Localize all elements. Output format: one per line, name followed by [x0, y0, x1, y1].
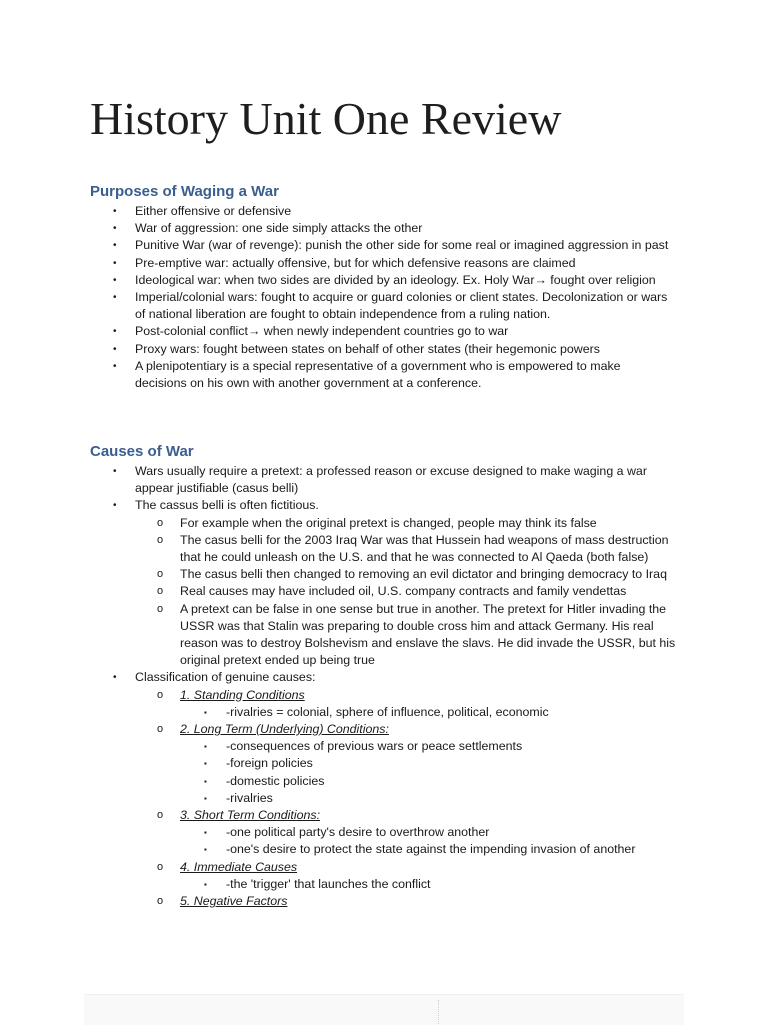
list-item: [0, 237, 675, 254]
list-item-text: For example when the original pretext is changed, people may think its false: [180, 515, 597, 530]
list-item-text: -the 'trigger' that launches the conflict: [226, 876, 431, 891]
square-bullet-icon: ▪: [204, 845, 207, 855]
list-item-text: -consequences of previous wars or peace settlements: [226, 739, 523, 754]
sub-sub-list-item: [0, 841, 686, 858]
bullet-icon: •: [113, 206, 117, 217]
list-item: [0, 358, 675, 392]
circle-bullet-icon: o: [157, 585, 164, 598]
list-item: [0, 203, 675, 220]
bullet-icon: •: [113, 343, 117, 355]
list-item-text: -rivalries = colonial, sphere of influence, political, economic: [226, 704, 549, 719]
bullet-icon: •: [113, 466, 117, 477]
bullet-icon: •: [113, 257, 117, 269]
sub-list-item: [0, 583, 680, 600]
list-item-text: -one political party's desire to overthrow another: [226, 825, 490, 840]
sub-list-item: [0, 566, 680, 583]
circle-bullet-icon: o: [157, 723, 164, 736]
list-item-text: Imperial/colonial wars: fought to acquire or guard colonies or client states. Decolonization or wars of national liberation are fought to obtain independence from a ruling nation.: [135, 290, 668, 322]
circle-bullet-icon: o: [157, 533, 164, 546]
circle-bullet-icon: o: [157, 809, 164, 822]
purposes-list: [0, 203, 675, 392]
square-bullet-icon: ▪: [204, 879, 207, 889]
bullet-icon: •: [113, 326, 117, 338]
bullet-icon: •: [113, 240, 117, 252]
sub-list-item: [0, 893, 680, 910]
list-item: [0, 463, 675, 497]
circle-bullet-icon: o: [157, 895, 164, 908]
square-bullet-icon: ▪: [204, 776, 207, 786]
list-item-text: Proxy wars: fought between states on behalf of other states (their hegemonic powers: [135, 341, 600, 356]
list-item-text: The casus belli then changed to removing an evil dictator and bringing democracy to Iraq: [180, 567, 667, 582]
document-title: History Unit One Review: [90, 93, 562, 144]
bullet-icon: •: [113, 672, 117, 684]
list-item-text: The casus belli for the 2003 Iraq War was that Hussein had weapons of mass destruction that he could unleash on the U.S. and that he was connected to Al Qaeda (both false): [180, 532, 669, 565]
list-item-text: The cassus belli is often fictitious.: [135, 498, 319, 513]
cause-category-label: 5. Negative Factors: [180, 894, 288, 909]
list-item-text: Either offensive or defensive: [135, 204, 292, 218]
bullet-icon: •: [113, 500, 117, 512]
section-heading-purposes: Purposes of Waging a War: [90, 183, 279, 200]
list-item-text: -foreign policies: [226, 756, 313, 771]
circle-bullet-icon: o: [157, 860, 164, 873]
list-item: [0, 272, 675, 289]
list-item: [0, 323, 675, 340]
section-heading-causes: Causes of War: [90, 443, 194, 460]
cause-category-label: 2. Long Term (Underlying) Conditions:: [180, 722, 389, 737]
square-bullet-icon: ▪: [204, 707, 207, 717]
list-item: [0, 497, 675, 514]
sub-list-item: [0, 721, 680, 738]
list-item: [0, 220, 675, 237]
list-item-text: Real causes may have included oil, U.S. company contracts and family vendettas: [180, 584, 627, 599]
square-bullet-icon: ▪: [204, 759, 207, 769]
list-item: [0, 255, 675, 272]
square-bullet-icon: ▪: [204, 828, 207, 838]
sub-sub-list-item: [0, 824, 686, 841]
list-item: [0, 341, 675, 358]
bullet-icon: •: [113, 274, 117, 286]
circle-bullet-icon: o: [157, 602, 164, 615]
list-item-text: -rivalries: [226, 790, 273, 805]
square-bullet-icon: ▪: [204, 793, 207, 803]
square-bullet-icon: ▪: [204, 742, 207, 752]
sub-list-item: [0, 687, 680, 704]
sub-sub-list-item: [0, 773, 686, 790]
sub-sub-list-item: [0, 876, 686, 893]
cause-category-label: 3. Short Term Conditions:: [180, 808, 321, 823]
list-item-text: -one's desire to protect the state against the impending invasion of another: [226, 842, 636, 857]
list-item-text: A plenipotentiary is a special representative of a government who is empowered to make decisions on his own with another government at a conference.: [135, 358, 621, 391]
list-item-text: A pretext can be false in one sense but true in another. The pretext for Hitler invading the USSR was that Stalin was preparing to double cross him and attack Germany. His real reason was to destroy Bolshevism and enslave the slavs. He did invade the USSR, but his original pretext ended up being true: [180, 601, 676, 668]
list-item-text: Post-colonial conflict→ when newly independent countries go to war: [135, 324, 509, 339]
circle-bullet-icon: o: [157, 516, 164, 529]
cause-category-label: 4. Immediate Causes: [180, 859, 298, 874]
cause-category-label: 1. Standing Conditions: [180, 687, 305, 702]
sub-sub-list-item: [0, 738, 686, 755]
list-item: [0, 289, 675, 323]
list-item-text: Wars usually require a pretext: a professed reason or excuse designed to make waging a war appear justifiable (casus belli): [135, 464, 647, 496]
circle-bullet-icon: o: [157, 688, 164, 701]
sub-list-item: [0, 601, 680, 670]
footer-divider: [438, 1000, 440, 1024]
circle-bullet-icon: o: [157, 568, 164, 581]
bullet-icon: •: [113, 223, 117, 235]
bullet-icon: •: [113, 360, 117, 372]
page-footer-strip: [84, 994, 684, 1025]
list-item-text: Classification of genuine causes:: [135, 670, 316, 685]
list-item-text: Pre-emptive war: actually offensive, but for which defensive reasons are claimed: [135, 255, 576, 270]
sub-list-item: [0, 532, 680, 566]
sub-list-item: [0, 515, 680, 532]
sub-sub-list-item: [0, 704, 686, 721]
causes-list: [0, 463, 686, 910]
sub-sub-list-item: [0, 755, 686, 772]
list-item: [0, 669, 675, 686]
sub-sub-list-item: [0, 790, 686, 807]
sub-list-item: [0, 859, 680, 876]
list-item-text: Ideological war: when two sides are divided by an ideology. Ex. Holy War→ fought over religion: [135, 272, 656, 287]
sub-list-item: [0, 807, 680, 824]
list-item-text: War of aggression: one side simply attacks the other: [135, 221, 423, 236]
list-item-text: Punitive War (war of revenge): punish the other side for some real or imagined aggression in past: [135, 238, 669, 253]
list-item-text: -domestic policies: [226, 773, 325, 788]
bullet-icon: •: [113, 292, 117, 304]
